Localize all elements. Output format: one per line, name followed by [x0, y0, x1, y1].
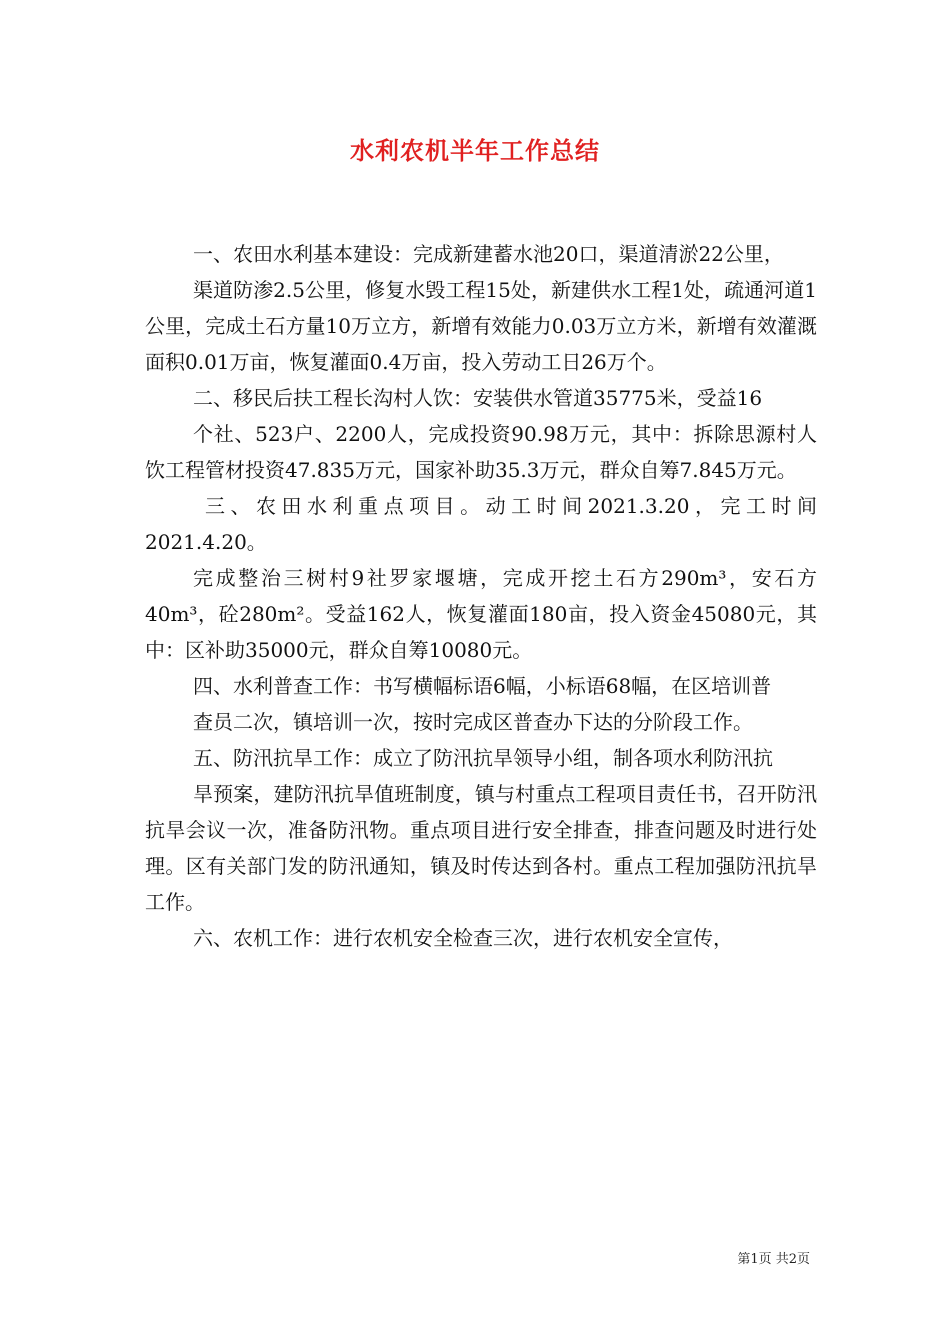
paragraph-resettlement-water-cont: 个社、523户、2200人，完成投资90.98万元，其中：拆除思源村人饮工程管材投资47.835万元，国家补助35.3万元，群众自筹7.845万元。	[145, 422, 817, 482]
paragraph-water-census-cont: 查员二次，镇培训一次，按时完成区普查办下达的分阶段工作。	[193, 710, 753, 734]
paragraph-key-projects: 三、农田水利重点项目。动工时间2021.3.20，完工时间2021.4.20。	[145, 494, 817, 554]
paragraph-key-projects-cont: 完成整治三树村9社罗家堰塘，完成开挖土石方290m³，安石方40m³，砼280m²。受益162人，恢复灌面180亩，投入资金45080元，其中：区补助35000元，群众自筹10080元。	[145, 566, 817, 662]
paragraph-farmland-construction-cont: 渠道防渗2.5公里，修复水毁工程15处，新建供水工程1处，疏通河道1公里，完成土石方量10万立方，新增有效能力0.03万立方米，新增有效灌溉面积0.01万亩，恢复灌面0.4万亩，投入劳动工日26万个。	[145, 278, 817, 374]
paragraph-flood-drought: 五、防汛抗旱工作：成立了防汛抗旱领导小组，制各项水利防汛抗	[193, 746, 773, 770]
paragraph-water-census: 四、水利普查工作：书写横幅标语6幅，小标语68幅，在区培训普	[193, 674, 772, 698]
paragraph-farmland-construction: 一、农田水利基本建设：完成新建蓄水池20口，渠道清淤22公里，	[193, 242, 784, 266]
document-body	[145, 236, 817, 956]
paragraph-resettlement-water: 二、移民后扶工程长沟村人饮：安装供水管道35775米，受益16	[193, 386, 763, 410]
paragraph-flood-drought-cont: 旱预案，建防汛抗旱值班制度，镇与村重点工程项目责任书，召开防汛抗旱会议一次，准备防汛物。重点项目进行安全排查，排查问题及时进行处理。区有关部门发的防汛通知，镇及时传达到各村。重点工程加强防汛抗旱工作。	[145, 782, 817, 914]
page-number: 第1页 共2页	[737, 1252, 810, 1267]
document-title: 水利农机半年工作总结	[350, 137, 600, 165]
paragraph-farm-machinery: 六、农机工作：进行农机安全检查三次，进行农机安全宣传，	[193, 926, 733, 950]
